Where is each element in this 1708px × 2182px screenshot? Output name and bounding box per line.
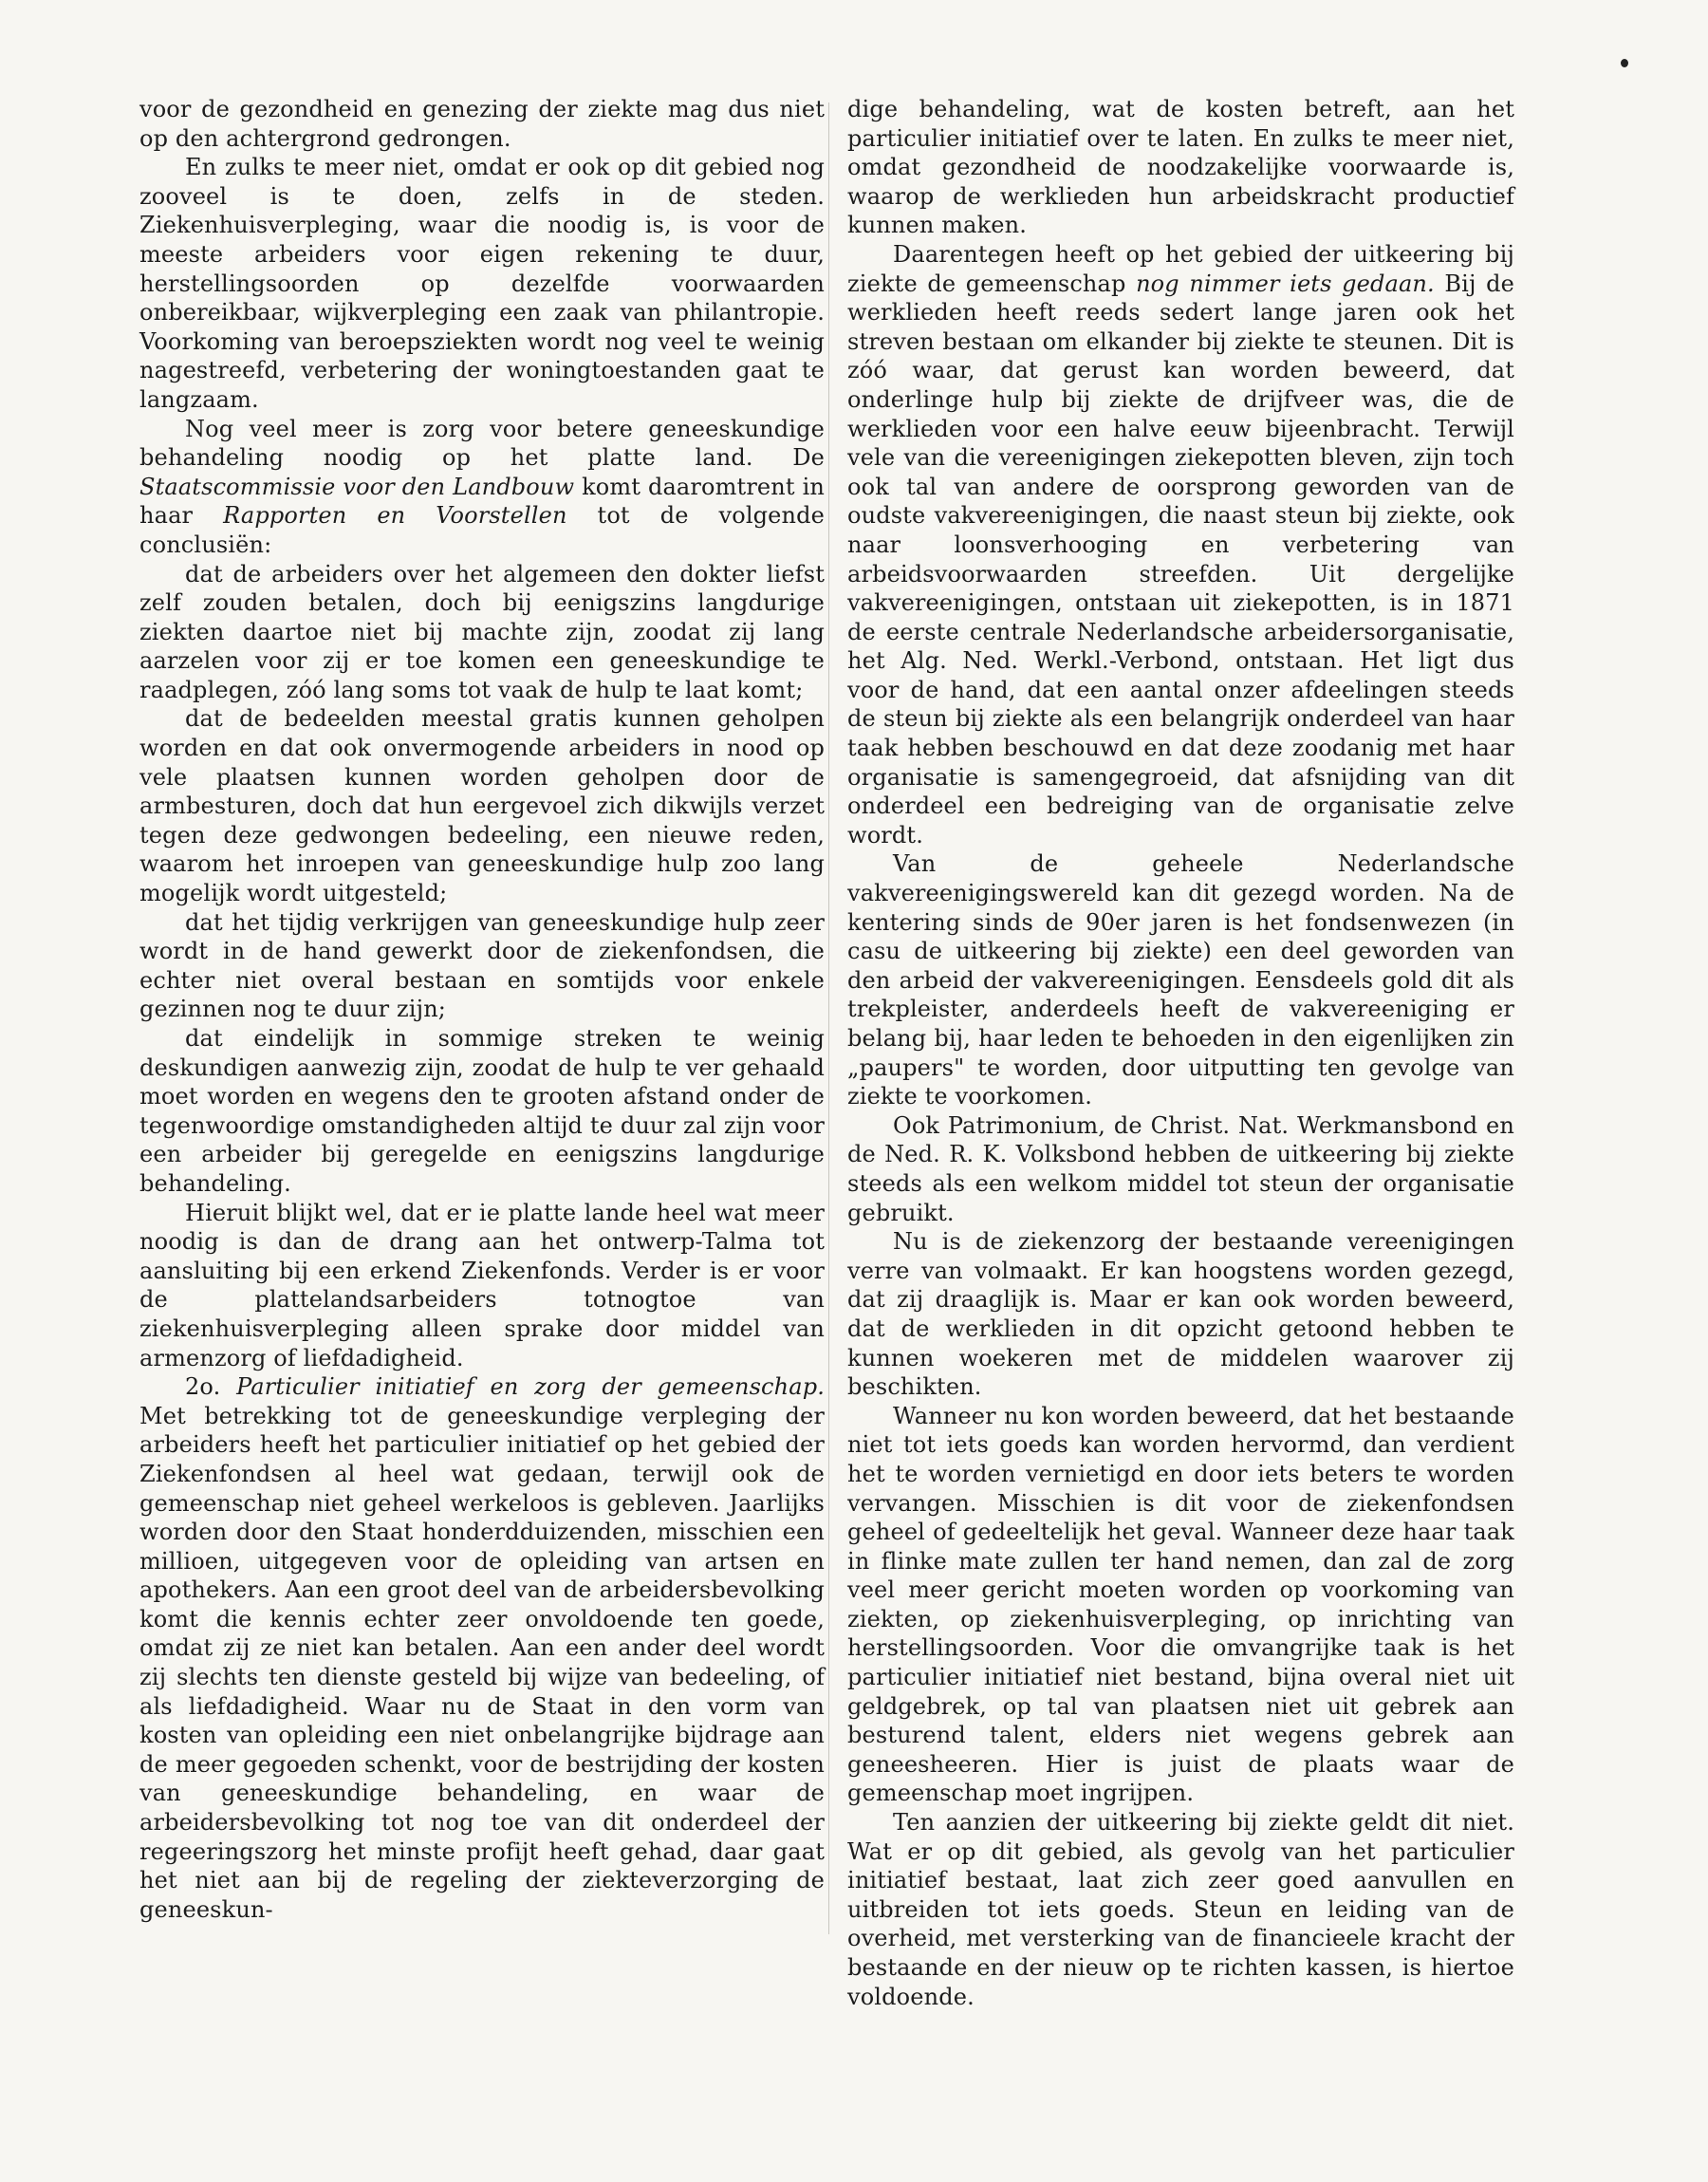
section-heading: Particulier initiatief en zorg der gemeenschap. [236, 1373, 826, 1401]
paragraph: voor de gezondheid en genezing der ziekte mag dus niet op den achtergrond gedrongen. [139, 96, 825, 152]
text-span: Nog veel meer is zorg voor betere geneeskundige behandeling noodig op het platte land. De [139, 415, 825, 472]
paragraph: En zulks te meer niet, omdat er ook op dit gebied nog zooveel is te doen, zelfs in de steden. Ziekenhuisverpleging, waar die noodig is, is voor de meeste arbeiders voor eigen rekening te duur, herstellingsoorden op dezelfde voorwaarden onbereikbaar, wijkverpleging een zaak van philantropie. Voorkoming van beroepsziekten wordt nog veel te weinig nagestreefd, verbetering der woningtoestanden gaat te langzaam. [139, 154, 825, 413]
text-span: Bij de werklieden heeft reeds sedert lange jaren ook het streven bestaan om elkander bij ziekte te steunen. Dit is zóó waar, dat gerust kan worden beweerd, dat onderlinge hulp bij ziekte de drijfveer was, die de werklieden voor een halve eeuw bijeenbracht. Terwijl vele van die vereenigingen ziekepotten bleven, zijn toch ook tal van andere de oorsprong geworden van de oudste vakvereenigingen, die naast steun bij ziekte, ook naar loonsverhooging en verbetering van arbeidsvoorwaarden streefden. Uit dergelijke vakvereenigingen, ontstaan uit ziekepotten, is in 1871 de eerste centrale Nederlandsche arbeidersorganisatie, het Alg. Ned. Werkl.-Verbond, ontstaan. Het ligt dus voor de hand, dat een aantal onzer afdeelingen steeds de steun bij ziekte als een belangrijk onderdeel van haar taak hebben beschouwd en dat deze zoodanig met haar organisatie is samengegroeid, dat afsnijding van dit onderdeel een bedreiging van de organisatie zelve wordt. [847, 270, 1514, 849]
paragraph [847, 240, 1514, 849]
paragraph: dige behandeling, wat de kosten betreft, aan het particulier initiatief over te laten. En zulks te meer niet, omdat gezondheid de noodzakelijke voorwaarde is, waarop de werklieden hun arbeidskracht productief kunnen maken. [847, 96, 1514, 239]
text-span: tot de volgende conclusiën: [139, 502, 825, 558]
conclusion-item: dat de arbeiders over het algemeen den dokter liefst zelf zouden betalen, doch bij eenigszins langdurige ziekten daartoe niet bij machte zijn, zoodat zij lang aarzelen voor zij er toe komen een geneeskundige te raadplegen, zóó lang soms tot vaak de hulp te laat komt; [139, 560, 825, 703]
conclusion-item: dat eindelijk in sommige streken te weinig deskundigen aanwezig zijn, zoodat de hulp te ver gehaald moet worden en wegens den te grooten afstand onder de tegenwoordige omstandigheden altijd te duur zal zijn voor een arbeider bij geregelde en eenigszins langdurige behandeling. [139, 1025, 825, 1197]
paragraph: Ten aanzien der uitkeering bij ziekte geldt dit niet. Wat er op dit gebied, als gevolg van het particulier initiatief bestaat, laat zich zeer goed aanvullen en uitbreiden tot iets goeds. Steun en leiding van de overheid, met versterking van de financieele kracht der bestaande en der nieuw op te richten kassen, is hiertoe voldoende. [847, 1809, 1514, 2010]
conclusion-item: dat het tijdig verkrijgen van geneeskundige hulp zeer wordt in de hand gewerkt door de ziekenfondsen, die echter niet overal bestaan en somtijds voor enkele gezinnen nog te duur zijn; [139, 908, 825, 1023]
paragraph: Hieruit blijkt wel, dat er ie platte lande heel wat meer noodig is dan de drang aan het ontwerp-Talma tot aansluiting bij een erkend Ziekenfonds. Verder is er voor de plattelandsarbeiders totnogtoe van ziekenhuisverpleging alleen sprake door middel van armenzorg of liefdadigheid. [139, 1199, 825, 1371]
text-span: Met betrekking tot de geneeskundige verpleging der arbeiders heeft het particulier initiatief op het gebied der Ziekenfondsen al heel wat gedaan, terwijl ook de gemeenschap niet geheel werkeloos is gebleven. Jaarlijks worden door den Staat honderdduizenden, misschien een millioen, uitgegeven voor de opleiding van artsen en apothekers. Aan een groot deel van de arbeidersbevolking komt die kennis echter zeer onvoldoende ten goede, omdat zij ze niet kan betalen. Aan een ander deel wordt zij slechts ten dienste gesteld bij wijze van bedeeling, of als liefdadigheid. Waar nu de Staat in den vorm van kosten van opleiding een niet onbelangrijke bijdrage aan de meer gegoeden schenkt, voor de bestrijding der kosten van geneeskundige behandeling, en waar de arbeidersbevolking tot nog toe van dit onderdeel der regeeringszorg het minste profijt heeft gehad, daar gaat het niet aan bij de regeling der ziekteverzorging de geneeskun- [139, 1402, 825, 1923]
conclusion-item: dat de bedeelden meestal gratis kunnen geholpen worden en dat ook onvermogende arbeiders in nood op vele plaatsen kunnen worden geholpen door de armbesturen, doch dat hun eergevoel zich dikwijls verzet tegen deze gedwongen bedeeling, een nieuwe reden, waarom het inroepen van geneeskundige hulp zoo lang mogelijk wordt uitgesteld; [139, 705, 825, 907]
section-number: 2o. [185, 1373, 237, 1401]
paragraph: Nu is de ziekenzorg der bestaande vereenigingen verre van volmaakt. Er kan hoogstens worden gezegd, dat zij draaglijk is. Maar er kan ook worden beweerd, dat de werklieden in dit opzicht getoond hebben te kunnen woekeren met de middelen waarover zij beschikten. [847, 1228, 1514, 1401]
paragraph: Wanneer nu kon worden beweerd, dat het bestaande niet tot iets goeds kan worden hervormd, dan verdient het te worden vernietigd en door iets beters te worden vervangen. Misschien is dit voor de ziekenfondsen geheel of gedeeltelijk het geval. Wanneer deze haar taak in flinke mate zullen ter hand nemen, dan zal de zorg veel meer gericht moeten worden op voorkoming van ziekten, op ziekenhuisverpleging, op inrichting van herstellingsoorden. Voor die omvangrijke taak is het particulier initiatief niet bestand, bijna overal niet uit geldgebrek, op tal van plaatsen niet uit gebrek aan besturend talent, elders niet wegens gebrek aan geneesheeren. Hier is juist de plaats waar de gemeenschap moet ingrijpen. [847, 1402, 1514, 1807]
ink-dot-mark [1621, 59, 1628, 67]
right-column [847, 95, 1514, 2011]
italic-title: Rapporten en Voorstellen [223, 502, 567, 530]
paragraph: Van de geheele Nederlandsche vakvereenigingswereld kan dit gezegd worden. Na de kentering sinds de 90er jaren is het fondsenwezen (in casu de uitkeering bij ziekte) een deel geworden van den arbeid der vakvereenigingen. Eensdeels gold dit als trekpleister, anderdeels heeft de vakvereeniging er belang bij, haar leden te behoeden in den eigenlijken zin „paupers" te worden, door uitputting ten gevolge van ziekte te voorkomen. [847, 850, 1514, 1110]
italic-title: Staatscommissie voor den Landbouw [139, 473, 575, 500]
left-column [139, 95, 825, 1924]
column-divider [828, 103, 829, 1934]
paragraph: Ook Patrimonium, de Christ. Nat. Werkmansbond en de Ned. R. K. Volksbond hebben de uitkeering bij ziekte steeds als een welkom middel tot steun der organisatie gebruikt. [847, 1111, 1514, 1226]
italic-phrase: nog nimmer iets gedaan. [1136, 270, 1435, 297]
section-paragraph [139, 1372, 825, 1924]
text-span: komt daaromtrent in haar [139, 473, 825, 530]
text-span: Daarentegen heeft op het gebied der uitkeering bij ziekte de gemeenschap [847, 240, 1514, 297]
paragraph [139, 415, 825, 560]
